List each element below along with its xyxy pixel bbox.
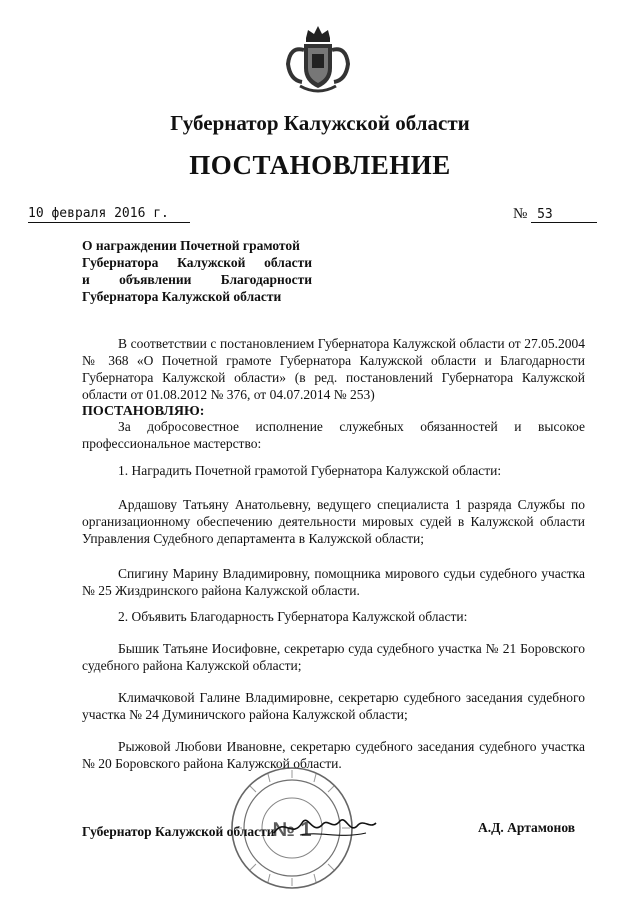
- subject-word: Калужской: [177, 255, 246, 270]
- subject-line-1: О награждении Почетной грамотой: [82, 238, 300, 253]
- number-label: №: [513, 206, 528, 222]
- subject-word: объявлении: [119, 272, 192, 287]
- thanked-paragraph-3: Рыжовой Любови Ивановне, секретарю судебного заседания судебного участка № 20 Боровского района Калужской области.: [82, 739, 585, 771]
- subject-line-4: Губернатора Калужской области: [82, 289, 282, 304]
- subject-word: и: [82, 272, 90, 287]
- subject-word: области: [264, 255, 312, 270]
- thanked-paragraph-1: Бышик Татьяне Иосифовне, секретарю суда судебного участка № 21 Боровского судебного района Калужской области;: [82, 641, 585, 673]
- subject-word: Благодарности: [220, 272, 312, 287]
- preamble-paragraph: В соответствии с постановлением Губернатора Калужской области от 27.05.2004 № 368 «О Почетной грамоте Губернатора Калужской области и Благодарности Губернатора Калужской области» (в ред. постановлений Губернатора Калужской области от 01.08.2012 № 376, от 04.07.2014 № 253): [82, 336, 585, 402]
- subject-line-2: [82, 254, 312, 271]
- thanked-paragraph-2: Климачковой Галине Владимировне, секретарю судебного заседания судебного участка № 24 Думиничского района Калужской области;: [82, 690, 585, 722]
- decree-word: ПОСТАНОВЛЯЮ:: [82, 404, 205, 419]
- number-value: 53: [531, 207, 597, 223]
- document-date: 10 февраля 2016 г.: [28, 206, 190, 223]
- awardee-paragraph-1: Ардашову Татьяну Анатольевну, ведущего специалиста 1 разряда Службы по организационному обеспечению деятельности мировых судей в Калужской области Управления Судебного департамента в Калужской области;: [82, 497, 585, 546]
- document-type-title: ПОСТАНОВЛЕНИЕ: [189, 150, 451, 180]
- seal-number: № 1: [272, 819, 312, 841]
- reason-paragraph: За добросовестное исполнение служебных обязанностей и высокое профессиональное мастерство:: [82, 419, 585, 451]
- document-subject: [82, 237, 312, 305]
- awardee-paragraph-2: Спигину Марину Владимировну, помощника мирового судьи судебного участка № 25 Жиздринского района Калужской области.: [82, 566, 585, 598]
- signatory-title: Губернатор Калужской области: [82, 824, 275, 839]
- item-1-heading: 1. Наградить Почетной грамотой Губернатора Калужской области:: [118, 463, 502, 478]
- subject-line-3: [82, 271, 312, 288]
- document-number: [513, 206, 597, 223]
- coat-of-arms-icon: [284, 24, 352, 96]
- item-2-heading: 2. Объявить Благодарность Губернатора Калужской области:: [118, 609, 468, 624]
- handwritten-signature: [270, 805, 380, 845]
- issuer-title: Губернатор Калужской области: [170, 111, 470, 135]
- signatory-name: А.Д. Артамонов: [478, 820, 576, 835]
- subject-word: Губернатора: [82, 255, 159, 270]
